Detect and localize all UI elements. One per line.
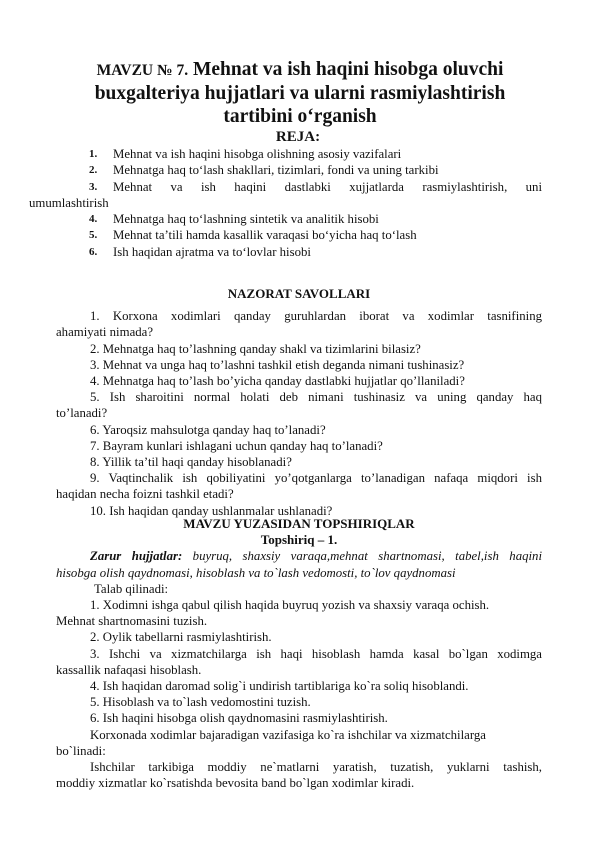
item-text-continuation: umumlashtirish [29, 195, 109, 210]
item-number: 2. [89, 164, 98, 177]
required-label: Talab qilinadi: [94, 581, 169, 596]
list-item [56, 227, 542, 243]
documents-list: buyruq, shaxsiy varaqa,mehnat shartnomasi, tabel,ish haqini [182, 549, 542, 564]
task-item-continuation: Mehnat shartnomasini tuzish. [56, 614, 208, 629]
item-text: Mehnat va ish haqini dastlabki xujjatlarda rasmiylashtirish, uni [113, 179, 542, 194]
question: 10. Ish haqidan qanday ushlanmalar ushlanadi? [90, 503, 333, 518]
item-number: 3. [89, 180, 98, 193]
item-number: 6. [89, 245, 98, 258]
task-item: 2. Oylik tabellarni rasmiylashtirish. [90, 630, 272, 645]
question: 1. Korxona xodimlari qanday guruhlardan iborat va xodimlar tasnifining [90, 309, 542, 324]
plan-list [29, 146, 542, 260]
title-line-1: Mehnat va ish haqini hisobga oluvchi [192, 59, 504, 80]
question-continuation: to’lanadi? [56, 406, 108, 421]
question: 7. Bayram kunlari ishlagani uchun qanday haq to’lanadi? [90, 438, 383, 453]
control-heading: NAZORAT SAVOLLARI [227, 286, 371, 301]
required-documents [56, 548, 542, 564]
list-item [56, 162, 542, 178]
question: 5. Ish sharoitini normal holati deb nimani tushinasiz va uning qanday haq [90, 390, 542, 405]
task-item: 3. Ishchi va xizmatchilarga ish haqi hisoblash hamda kasal bo`lgan xodimga [90, 646, 542, 661]
item-text: Mehnatga haq to‘lashning sintetik va analitik hisobi [113, 212, 379, 227]
item-text: Mehnatga haq to‘lash shakllari, tizimlari, fondi va uning tarkibi [113, 163, 439, 178]
list-item [56, 211, 542, 227]
question: 3. Mehnat va unga haq to’lashni tashkil etish deganda nimani tushinasiz? [90, 357, 465, 372]
item-text: Mehnat ta’tili hamda kasallik varaqasi bo‘yicha haq to‘lash [113, 228, 417, 243]
question: 9. Vaqtinchalik ish qobiliyatini yo’qotganlarga to’lanadigan nafaqa miqdori ish [90, 471, 542, 486]
item-text: Ish haqidan ajratma va to‘lovlar hisobi [113, 244, 311, 259]
paragraph-continuation: moddiy xizmatlar ko`rsatishda bevosita band bo`lgan xodimlar kiradi. [56, 776, 415, 791]
list-item [56, 146, 542, 162]
task-item: 6. Ish haqini hisobga olish qaydnomasini rasmiylashtirish. [90, 711, 388, 726]
documents-label: Zarur hujjatlar: [90, 549, 183, 564]
question: 6. Yaroqsiz mahsulotga qanday haq to’lanadi? [90, 422, 326, 437]
question: 8. Yillik ta’til haqi qanday hisoblanadi? [90, 455, 292, 470]
paragraph-continuation: bo`linadi: [56, 743, 106, 758]
item-number: 5. [89, 229, 98, 242]
item-text: Mehnat va ish haqini hisobga olishning asosiy vazifalari [113, 147, 402, 161]
page-title [60, 58, 540, 128]
question-continuation: ahamiyati nimada? [56, 325, 154, 340]
title-line-3: tartibini o‘rganish [223, 106, 377, 127]
paragraph: Ishchilar tarkibiga moddiy ne`matlarni yaratish, tuzatish, yuklarni tashish, [90, 760, 542, 775]
task-item: 4. Ish haqidan daromad solig`i undirish tartiblariga ko`ra soliq hisoblandi. [90, 679, 469, 694]
topic-number: MAVZU № 7. [96, 62, 189, 79]
item-number: 4. [89, 213, 98, 226]
task-item: 5. Hisoblash va to`lash vedomostini tuzish. [90, 695, 311, 710]
title-line-2: buxgalteriya hujjatlari va ularni rasmiylashtirish [94, 83, 506, 104]
task-item-continuation: kassallik nafaqasi hisoblash. [56, 662, 202, 677]
question-continuation: haqidan necha foizni tashkil etadi? [56, 487, 234, 502]
item-number: 1. [89, 148, 98, 160]
list-item [56, 179, 542, 195]
task-subheading: Topshiriq – 1. [260, 532, 338, 548]
list-item [56, 244, 542, 260]
paragraph: Korxonada xodimlar bajaradigan vazifasiga ko`ra ishchilar va xizmatchilarga [90, 727, 486, 742]
tasks-heading: MAVZU YUZASIDAN TOPSHIRIQLAR [183, 516, 415, 531]
documents-continuation: hisobga olish qaydnomasi, hisoblash va to`lash vedomosti, to`lov qaydnomasi [56, 565, 456, 580]
control-questions [56, 286, 542, 519]
question: 2. Mehnatga haq to’lashning qanday shakl va tizimlarini bilasiz? [90, 341, 421, 356]
task-item: 1. Xodimni ishga qabul qilish haqida buyruq yozish va shaxsiy varaqa ochish. [90, 598, 490, 613]
question: 4. Mehnatga haq to’lash bo’yicha qanday dastlabki hujjatlar qo’llaniladi? [90, 374, 465, 389]
tasks-section [56, 516, 542, 791]
plan-heading: REJA: [275, 129, 321, 145]
